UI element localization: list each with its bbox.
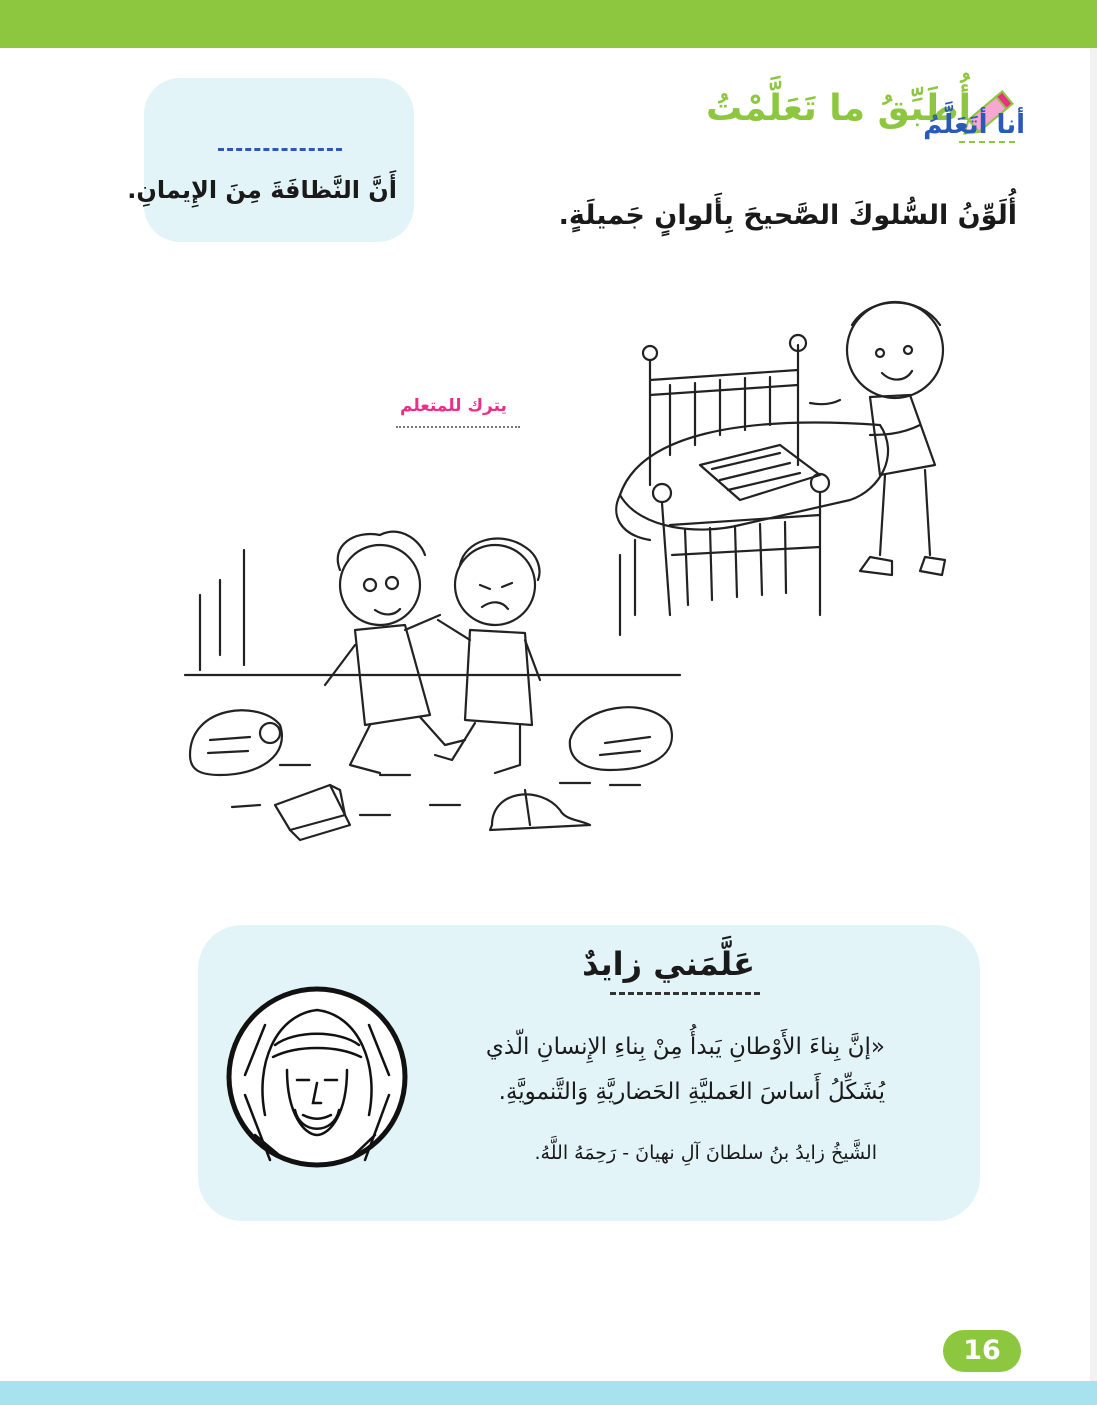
zayed-box-title: عَلَّمَني زايدٌ xyxy=(582,945,755,983)
coloring-illustration[interactable] xyxy=(180,285,960,855)
bottom-blue-bar xyxy=(0,1381,1097,1405)
zayed-quote-line-2: يُشَكِّلُ أَساسَ العَمليَّةِ الحَضاريَّةِ وَالتَّنمويَّةِ. xyxy=(498,1079,885,1105)
page-number: 16 xyxy=(943,1330,1021,1372)
zayed-quote-line-1: «إنَّ بِناءَ الأَوْطانِ يَبدأُ مِنْ بِناءِ الإِنسانِ الّذي xyxy=(485,1034,885,1060)
zayed-attribution: الشَّيخُ زايدُ بنُ سلطانَ آلِ نهيانَ - رَحِمَهُ اللَّهُ. xyxy=(534,1142,877,1164)
learn-box-text: أَنَّ النَّظافَةَ مِنَ الإِيمانِ. xyxy=(127,176,397,204)
top-green-bar xyxy=(0,0,1097,48)
zayed-title-underline xyxy=(610,992,760,995)
section-title: أُطَبِّقُ ما تَعَلَّمْتُ xyxy=(705,88,971,129)
teacher-note: يترك للمتعلم xyxy=(400,396,507,416)
learn-title-underline xyxy=(218,148,342,151)
page-edge xyxy=(1090,48,1097,1381)
learn-box-title: أنا أتَعَلَّمُ xyxy=(923,110,1025,140)
activity-instruction: أُلَوِّنُ السُّلوكَ الصَّحيحَ بِأَلوانٍ جَميلَةٍ. xyxy=(558,200,1017,231)
portrait-sketch xyxy=(225,985,409,1169)
learn-box xyxy=(144,78,414,242)
